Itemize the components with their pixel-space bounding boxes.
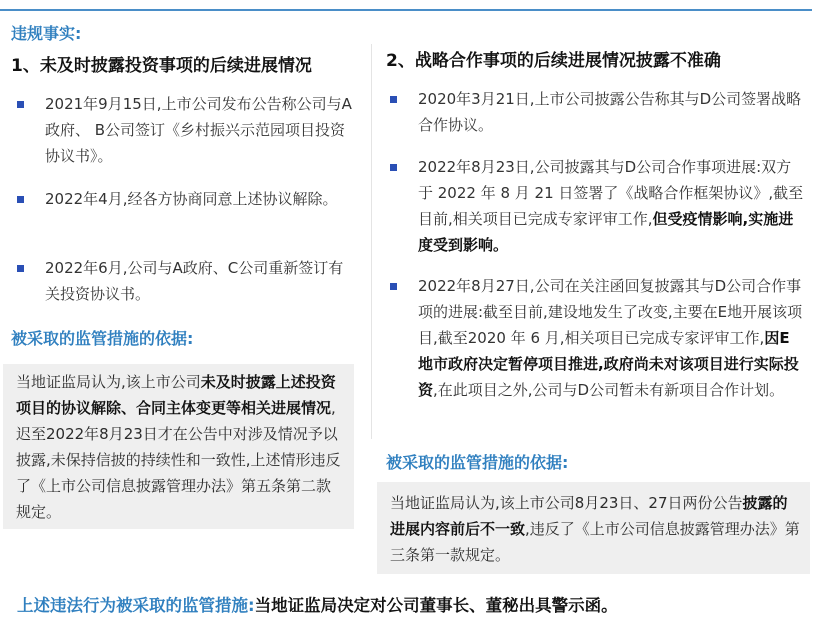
right-basis-text-2: ,违反了《上市公司信息披露管理办法》第三条第一款规定。	[390, 520, 800, 564]
left-bullet-item-3	[45, 255, 355, 307]
left-bullet-item-2	[45, 186, 355, 212]
left-basis-text-1: 当地证监局认为,该上市公司	[16, 373, 201, 391]
footer-label: 上述违法行为被采取的监管措施:	[17, 596, 255, 615]
right-basis-box	[377, 482, 810, 574]
right-basis-label: 被采取的监管措施的依据:	[386, 453, 569, 472]
right-bullet-bold-2: 但受疫情影响,实施进度受到影响。	[418, 210, 794, 254]
right-basis-text-1: 当地证监局认为,该上市公司8月23日、27日两份公告	[390, 494, 743, 512]
right-column-title: 2、战略合作事项的后续进展情况披露不准确	[386, 51, 721, 71]
bullet-square-icon	[17, 196, 24, 203]
left-basis-text-2: ,迟至2022年8月23日才在公告中对涉及情况予以披露,未保持信披的持续性和一致性,上述情形违反了《上市公司信息披露管理办法》第五条第二款规定。	[16, 399, 341, 521]
right-bullet-tail-3: ,在此项目之外,公司与D公司暂未有新项目合作计划。	[433, 381, 785, 399]
bullet-square-icon	[17, 101, 24, 108]
left-bullet-text-3: 2022年6月,公司与A政府、C公司重新签订有关投资协议书。	[45, 259, 344, 303]
footer-value: 当地证监局决定对公司董事长、董秘出具警示函。	[254, 596, 618, 615]
right-bullet-item-2	[418, 154, 804, 258]
right-bullet-text-3: 2022年8月27日,公司在关注函回复披露其与D公司合作事项的进展:截至目前,建设地发生了改变,主要在E地开展该项目,截至2020 年 6 月,相关项目已完成专家评审工作,	[418, 277, 803, 347]
right-bullet-text-2: 2022年8月23日,公司披露其与D公司合作事项进展:双方于 2022 年 8 月 21 日签署了《战略合作框架协议》,截至目前,相关项目已完成专家评审工作,	[418, 158, 804, 228]
left-basis-label: 被采取的监管措施的依据:	[11, 329, 194, 348]
left-column-title: 1、未及时披露投资事项的后续进展情况	[11, 56, 312, 76]
footer-conclusion	[17, 592, 618, 616]
left-basis-bold: 未及时披露上述投资项目的协议解除、合同主体变更等相关进展情况	[16, 373, 336, 417]
bullet-square-icon	[390, 96, 397, 103]
bullet-square-icon	[17, 265, 24, 272]
left-bullet-text-1: 2021年9月15日,上市公司发布公告称公司与A政府、 B公司签订《乡村振兴示范园项目投资协议书》。	[45, 95, 352, 165]
bullet-square-icon	[390, 283, 397, 290]
right-bullet-text-1: 2020年3月21日,上市公司披露公告称其与D公司签署战略合作协议。	[418, 90, 802, 134]
section-label: 违规事实:	[11, 24, 82, 43]
right-bullet-item-1	[418, 86, 804, 138]
right-basis-bold: 披露的进展内容前后不一致	[390, 494, 788, 538]
left-basis-box	[3, 364, 354, 529]
left-bullet-text-2: 2022年4月,经各方协商同意上述协议解除。	[45, 190, 338, 208]
bullet-square-icon	[390, 164, 397, 171]
column-divider	[371, 44, 372, 439]
right-bullet-item-3	[418, 273, 804, 403]
top-divider	[0, 9, 812, 11]
right-bullet-bold-3: 因E地市政府决定暂停项目推进,政府尚未对该项目进行实际投资	[418, 329, 799, 399]
left-bullet-item-1	[45, 91, 355, 169]
